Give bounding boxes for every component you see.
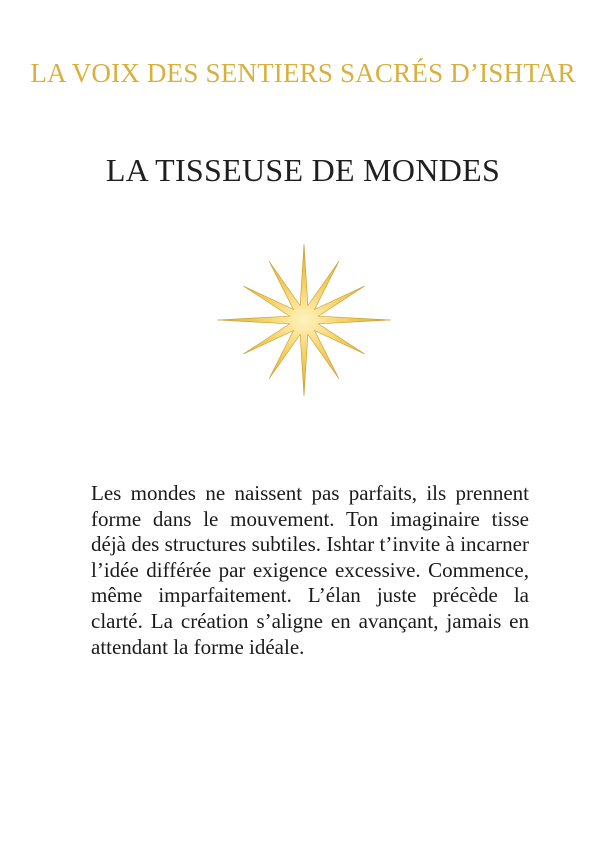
series-title: LA VOIX DES SENTIERS SACRÉS D’ISHTAR	[30, 58, 576, 88]
star-icon	[216, 244, 392, 396]
card-title: LA TISSEUSE DE MONDES	[105, 152, 501, 188]
star-emblem	[216, 244, 392, 396]
card-message: Les mondes ne naissent pas parfaits, ils prennent forme dans le mouvement. Ton imaginaire tisse déjà des structures subtiles. Ishtar t’invite à incarner l’idée différée par exigence excessive. Commence, même imparfaitement. L’élan juste précède la clarté. La création s’aligne en avançant, jamais en attendant la forme idéale.	[91, 481, 529, 659]
star-shape	[217, 244, 391, 396]
